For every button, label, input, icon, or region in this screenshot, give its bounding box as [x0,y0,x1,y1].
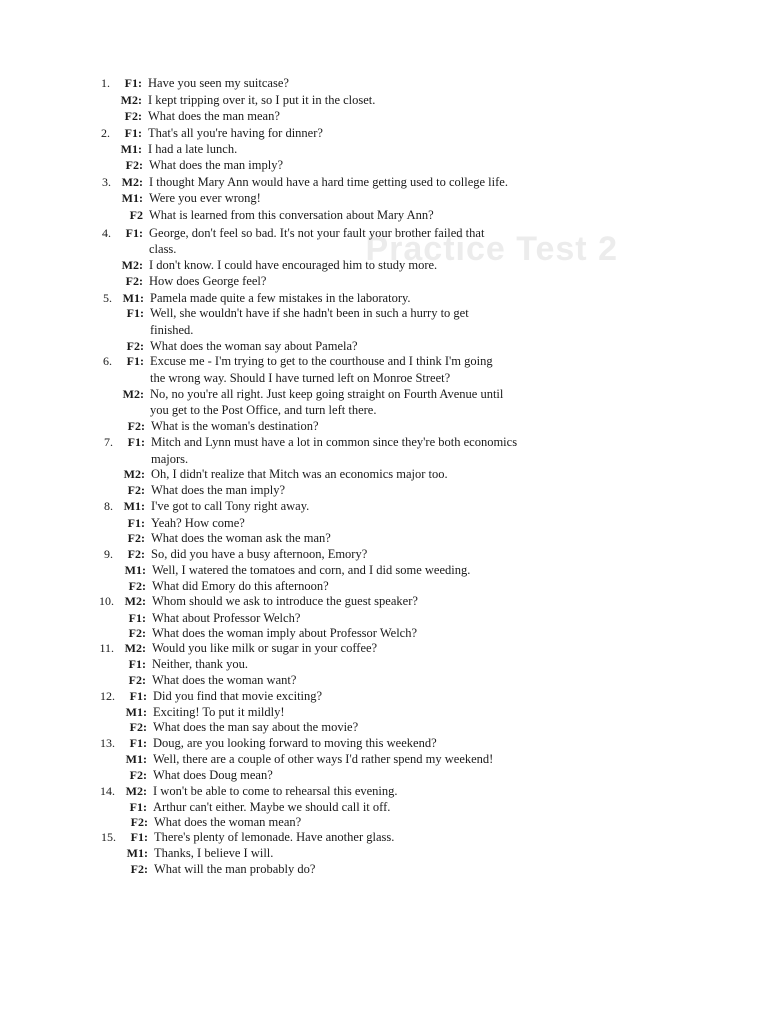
dialogue-text: I've got to call Tony right away. [151,499,310,513]
speaker-label: F2: [130,815,148,829]
speaker-label: M2: [124,594,146,608]
speaker-label: F1: [128,611,146,625]
speaker-label: F2: [128,673,146,687]
speaker-label: F2 [129,208,143,222]
question-number: 11. [99,641,114,655]
dialogue-text: class. [149,242,177,256]
speaker-label: M2: [124,641,146,655]
speaker-label: F2: [129,768,147,782]
dialogue-text: What is the woman's destination? [151,419,319,433]
dialogue-text: What does the woman say about Pamela? [150,339,358,353]
dialogue-text: you get to the Post Office, and turn left there. [150,403,377,417]
speaker-label: M1: [123,499,145,513]
question-number: 13. [100,736,115,750]
dialogue-text: What does Doug mean? [153,768,273,782]
dialogue-text: Doug, are you looking forward to moving this weekend? [153,736,437,750]
dialogue-text: finished. [150,323,194,337]
speaker-label: F1: [129,736,147,750]
speaker-label: F2: [128,626,146,640]
dialogue-text: Yeah? How come? [151,516,245,530]
speaker-label: F1: [128,657,146,671]
speaker-label: M2: [121,175,143,189]
dialogue-text: What did Emory do this afternoon? [152,579,329,593]
dialogue-text: Whom should we ask to introduce the guest speaker? [152,594,418,608]
dialogue-text: No, no you're all right. Just keep going straight on Fourth Avenue until [150,387,504,401]
dialogue-text: Well, she wouldn't have if she hadn't been in such a hurry to get [150,306,469,320]
dialogue-text: Oh, I didn't realize that Mitch was an economics major too. [151,467,448,481]
dialogue-text: Pamela made quite a few mistakes in the laboratory. [150,291,411,305]
dialogue-text: What will the man probably do? [154,862,316,876]
speaker-label: M2: [125,784,147,798]
speaker-label: M2: [120,93,142,107]
speaker-label: M1: [126,846,148,860]
speaker-label: F2: [127,419,145,433]
speaker-label: F2: [129,720,147,734]
dialogue-text: George, don't feel so bad. It's not your fault your brother failed that [149,226,485,240]
speaker-label: F2: [125,274,143,288]
dialogue-text: Mitch and Lynn must have a lot in common since they're both economics [151,435,518,449]
dialogue-text: So, did you have a busy afternoon, Emory? [151,547,368,561]
speaker-label: M1: [125,705,147,719]
dialogue-text: Arthur can't either. Maybe we should call it off. [153,800,391,814]
dialogue-text: Have you seen my suitcase? [148,76,289,90]
question-number: 4. [102,226,111,240]
dialogue-text: I don't know. I could have encouraged him to study more. [149,258,438,272]
speaker-label: F1: [125,226,143,240]
dialogue-text: I thought Mary Ann would have a hard time getting used to college life. [149,175,508,189]
dialogue-text: Would you like milk or sugar in your coffee? [152,641,378,655]
dialogue-text: What does the man say about the movie? [153,720,359,734]
dialogue-text: How does George feel? [149,274,267,288]
speaker-label: F1: [127,435,145,449]
dialogue-text: What does the woman imply about Professor Welch? [152,626,418,640]
dialogue-text: the wrong way. Should I have turned left on Monroe Street? [150,371,451,385]
dialogue-text: What does the man imply? [149,158,283,172]
speaker-label: F2: [130,862,148,876]
dialogue-text: What does the man mean? [148,109,280,123]
dialogue-text: There's plenty of lemonade. Have another glass. [154,830,395,844]
dialogue-text: Well, there are a couple of other ways I'd rather spend my weekend! [153,752,494,766]
speaker-label: M1: [121,191,143,205]
speaker-label: F2: [127,531,145,545]
speaker-label: F2: [127,547,145,561]
speaker-label: F1: [127,516,145,530]
speaker-label: M1: [124,563,146,577]
dialogue-text: What does the man imply? [151,483,285,497]
speaker-label: F2: [128,579,146,593]
dialogue-text: Excuse me - I'm trying to get to the courthouse and I think I'm going [150,354,493,368]
question-number: 2. [101,126,110,140]
dialogue-text: I had a late lunch. [148,142,238,156]
speaker-label: F2: [124,109,142,123]
speaker-label: F2: [125,158,143,172]
dialogue-text: majors. [151,452,189,466]
dialogue-text: What does the woman want? [152,673,297,687]
dialogue-text: What does the woman mean? [154,815,302,829]
dialogue-text: What does the woman ask the man? [151,531,331,545]
dialogue-text: Did you find that movie exciting? [153,689,323,703]
speaker-label: F1: [124,76,142,90]
speaker-label: F1: [126,306,144,320]
question-number: 14. [100,784,115,798]
dialogue-text: Thanks, I believe I will. [154,846,274,860]
question-number: 8. [104,499,113,513]
speaker-label: F1: [126,354,144,368]
dialogue-text: That's all you're having for dinner? [148,126,323,140]
speaker-label: F2: [126,339,144,353]
bleed-through-heading: Practice Test 2 [365,230,618,268]
dialogue-text: Were you ever wrong! [149,191,261,205]
dialogue-text: I won't be able to come to rehearsal this evening. [153,784,398,798]
dialogue-text: Well, I watered the tomatoes and corn, and I did some weeding. [152,563,471,577]
speaker-label: M1: [120,142,142,156]
question-number: 1. [101,76,110,90]
speaker-label: M1: [122,291,144,305]
question-number: 10. [99,594,114,608]
speaker-label: F1: [129,689,147,703]
question-number: 7. [104,435,113,449]
question-number: 5. [103,291,112,305]
speaker-label: M2: [121,258,143,272]
speaker-label: F1: [130,830,148,844]
speaker-label: M2: [122,387,144,401]
dialogue-text: I kept tripping over it, so I put it in the closet. [148,93,376,107]
dialogue-text: Neither, thank you. [152,657,249,671]
question-number: 12. [100,689,115,703]
speaker-label: F1: [124,126,142,140]
question-number: 6. [103,354,112,368]
dialogue-text: Exciting! To put it mildly! [153,705,285,719]
question-number: 9. [104,547,113,561]
question-number: 15. [101,830,116,844]
question-number: 3. [102,175,111,189]
dialogue-text: What about Professor Welch? [152,611,301,625]
speaker-label: M1: [125,752,147,766]
speaker-label: M2: [123,467,145,481]
dialogue-text: What is learned from this conversation about Mary Ann? [149,208,434,222]
speaker-label: F1: [129,800,147,814]
speaker-label: F2: [127,483,145,497]
